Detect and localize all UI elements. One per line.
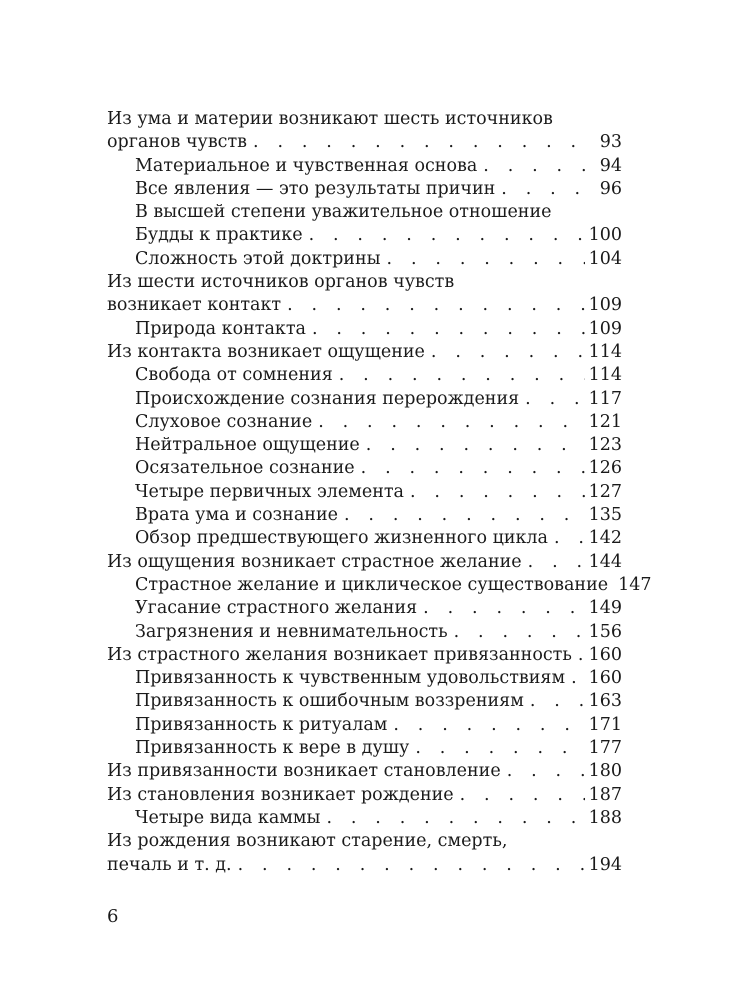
toc-entry-title: Свобода от сомнения: [135, 365, 333, 386]
toc-entry-page: 114: [588, 341, 622, 362]
toc-entry[interactable]: [107, 248, 622, 271]
dot-leader: [312, 318, 585, 341]
toc-entry[interactable]: [107, 178, 622, 201]
toc-entry-page: 188: [588, 807, 622, 828]
table-of-contents: [107, 108, 652, 877]
toc-entry-page: 142: [588, 528, 622, 549]
toc-entry-title: Из контакта возникает ощущение: [107, 341, 425, 362]
toc-entry-title: печаль и т. д.: [107, 854, 232, 875]
toc-entry-title-line1: Из рождения возникают старение, смерть,: [107, 831, 508, 852]
toc-entry-title: Четыре первичных элемента: [135, 481, 404, 502]
dot-leader: [287, 294, 584, 317]
dot-leader: [253, 131, 596, 154]
toc-entry[interactable]: [107, 271, 622, 318]
toc-entry-page: 96: [599, 178, 622, 199]
toc-entry-title: Привязанность к ошибочным воззрениям: [135, 691, 524, 712]
toc-entry-page: 126: [588, 458, 622, 479]
toc-entry-page: 160: [588, 668, 622, 689]
dot-leader: [554, 527, 585, 550]
toc-entry-title: Врата ума и сознание: [135, 505, 338, 526]
dot-leader: [393, 714, 584, 737]
toc-entry[interactable]: [107, 597, 622, 620]
toc-entry-page: 163: [588, 691, 622, 712]
toc-entry-title: Страстное желание и циклическое существование: [135, 574, 609, 595]
dot-leader: [423, 597, 584, 620]
dot-leader: [528, 551, 585, 574]
toc-entry[interactable]: [107, 644, 622, 667]
toc-entry-title: Угасание страстного желания: [135, 598, 418, 619]
toc-entry-title: Из ощущения возникает страстное желание: [107, 551, 522, 572]
toc-entry-title: Происхождение сознания перерождения: [135, 388, 520, 409]
dot-leader: [339, 364, 585, 387]
toc-entry-page: 171: [588, 714, 622, 735]
toc-entry[interactable]: [107, 108, 622, 155]
toc-entry-title: Материальное и чувственная основа: [135, 155, 478, 176]
dot-leader: [415, 737, 584, 760]
toc-entry[interactable]: [107, 504, 622, 527]
toc-entry-title: возникает контакт: [107, 295, 282, 316]
toc-entry[interactable]: [107, 388, 622, 411]
toc-entry-title: Сложность этой доктрины: [135, 248, 381, 269]
toc-entry-title: Четыре вида каммы: [135, 807, 321, 828]
dot-leader: [361, 457, 585, 480]
toc-entry-page: 177: [588, 738, 622, 759]
toc-entry-page: 94: [599, 155, 622, 176]
toc-entry-page: 121: [588, 411, 622, 432]
toc-entry-title: Все явления — это результаты причин: [135, 178, 496, 199]
toc-entry[interactable]: [107, 411, 622, 434]
toc-entry-page: 93: [599, 132, 622, 153]
page-number: 6: [107, 906, 119, 927]
toc-entry[interactable]: [107, 784, 622, 807]
dot-leader: [326, 807, 584, 830]
toc-entry-page: 104: [588, 248, 622, 269]
dot-leader: [578, 644, 585, 667]
toc-entry-page: 149: [588, 598, 622, 619]
dot-leader: [460, 784, 585, 807]
toc-entry-title: Из становления возникает рождение: [107, 784, 454, 805]
toc-entry-page: 194: [588, 854, 622, 875]
toc-entry-title: Загрязнения и невнимательность: [135, 621, 448, 642]
toc-entry[interactable]: [107, 737, 622, 760]
toc-entry-title: Из страстного желания возникает привязанность: [107, 644, 572, 665]
toc-entry-title: Осязательное сознание: [135, 458, 355, 479]
toc-entry-title: Привязанность к вере в душу: [135, 738, 410, 759]
toc-entry[interactable]: [107, 364, 622, 387]
dot-leader: [344, 504, 585, 527]
toc-entry-title-line1: Из шести источников органов чувств: [107, 272, 455, 293]
toc-entry[interactable]: [107, 830, 622, 877]
dot-leader: [483, 155, 595, 178]
toc-entry-page: 109: [588, 295, 622, 316]
toc-entry-title: Привязанность к чувственным удовольствиям: [135, 668, 566, 689]
toc-entry-page: 100: [588, 225, 622, 246]
toc-entry[interactable]: [107, 434, 622, 457]
toc-entry-page: 144: [588, 551, 622, 572]
dot-leader: [238, 854, 585, 877]
toc-entry[interactable]: [107, 527, 622, 550]
toc-entry-title-line1: В высшей степени уважительное отношение: [135, 202, 552, 223]
toc-entry-title: Будды к практике: [135, 225, 303, 246]
toc-entry[interactable]: [107, 760, 622, 783]
toc-entry-title: Из привязанности возникает становление: [107, 761, 501, 782]
dot-leader: [309, 224, 585, 247]
toc-entry-page: 109: [588, 318, 622, 339]
toc-entry-title: органов чувств: [107, 132, 248, 153]
toc-entry-title: Нейтральное ощущение: [135, 435, 360, 456]
toc-entry-page: 135: [588, 505, 622, 526]
toc-entry-title: Природа контакта: [135, 318, 306, 339]
dot-leader: [525, 388, 584, 411]
dot-leader: [530, 690, 585, 713]
toc-entry-page: 156: [588, 621, 622, 642]
toc-entry[interactable]: [107, 807, 622, 830]
toc-entry-page: 114: [588, 365, 622, 386]
toc-entry-title-line1: Из ума и материи возникают шесть источников: [107, 109, 553, 129]
toc-entry-page: 160: [588, 644, 622, 665]
toc-entry[interactable]: [107, 574, 652, 597]
toc-entry[interactable]: [107, 714, 622, 737]
dot-leader: [366, 434, 585, 457]
dot-leader: [571, 667, 585, 690]
toc-entry[interactable]: [107, 621, 622, 644]
toc-entry[interactable]: [107, 318, 622, 341]
dot-leader: [454, 621, 585, 644]
toc-entry-title: Слуховое сознание: [135, 411, 313, 432]
toc-entry-page: 127: [588, 481, 622, 502]
toc-entry-page: 147: [618, 574, 652, 595]
toc-entry-title: Обзор предшествующего жизненного цикла: [135, 528, 548, 549]
toc-entry[interactable]: [107, 667, 622, 690]
toc-entry[interactable]: [107, 341, 622, 364]
toc-entry-page: 180: [588, 761, 622, 782]
toc-entry[interactable]: [107, 155, 622, 178]
dot-leader: [410, 481, 585, 504]
dot-leader: [507, 760, 585, 783]
toc-entry-page: 117: [588, 388, 622, 409]
toc-entry[interactable]: [107, 457, 622, 480]
dot-leader: [431, 341, 585, 364]
toc-entry[interactable]: [107, 201, 622, 248]
toc-entry-title: Привязанность к ритуалам: [135, 714, 388, 735]
dot-leader: [501, 178, 595, 201]
dot-leader: [318, 411, 584, 434]
toc-entry[interactable]: [107, 690, 622, 713]
toc-entry[interactable]: [107, 551, 622, 574]
dot-leader: [387, 248, 585, 271]
toc-entry-page: 123: [588, 435, 622, 456]
toc-entry[interactable]: [107, 481, 622, 504]
toc-entry-page: 187: [588, 784, 622, 805]
